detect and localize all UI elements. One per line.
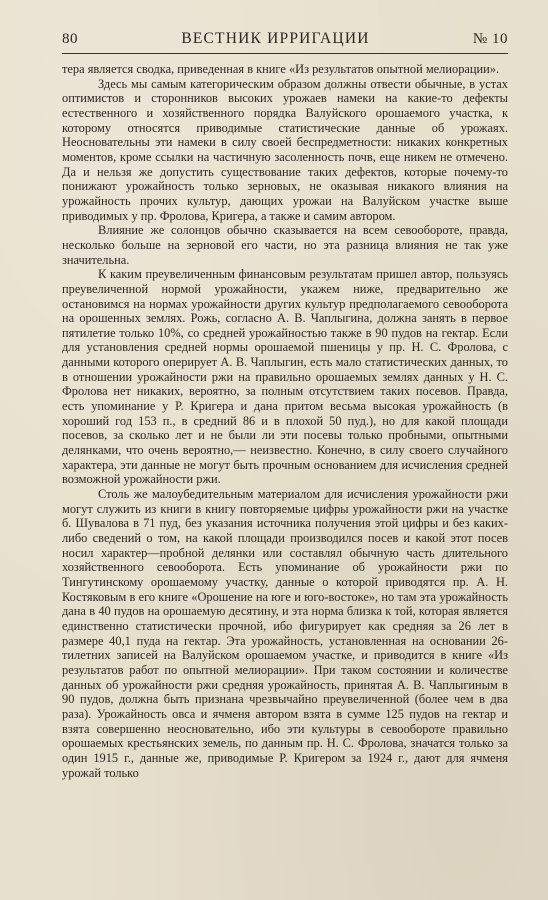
header-rule [62, 53, 508, 54]
running-header [62, 30, 508, 52]
paragraph: тера является сводка, приведенная в книге «Из результатов опытной мелиорации». [62, 62, 500, 76]
paragraph: К каким преувеличенным финансовым результатам пришел автор, пользуясь преувеличенной нормой урожайности, укажем ниже, предварительно же остановимся на нормах урожайности других культур предполагаемого севооборота на орошенных землях. Рожь, согласно А. В. Чаплыгина, должна занять в первое пятилетие только 10%, со средней урожайностью также в 90 пудов на гектар. Если для установления средней нормы орошаемой пшеницы у пр. Н. С. Фролова, с данными которого оперирует А. В. Чаплыгин, есть мало статистических данных, то в отношении урожайности ржи на правильно орошаемых землях данных у Н. С. Фролова нет никаких, вероятно, за полным отсутствием таких посевов. Правда, есть упоминание у Р. Кригера и дана притом весьма высокая урожайность (в хороший год 153 п., в средний 86 и в плохой 50 пуд.), но для какой площади посевов, за сколько лет и не были ли эти посевы только пробными, опытными делянками, что очень вероятно,— неизвестно. Конечно, в силу своего случайного характера, эти данные не могут быть прочным основанием для исчисления средней возможной урожайности ржи. [62, 267, 508, 487]
article-body [62, 62, 508, 780]
paragraph: Здесь мы самым категорическим образом должны отвести обычные, в устах оптимистов и сторонников высоких урожаев намеки на какие-то дефекты естественного и хозяйственного порядка Валуйского орошаемого участка, к которому относятся приводимые статистические данные об урожаях. Неосновательны эти намеки в силу своей беспредметности: никаких конкретных моментов, кроме ссылки на частичную засоленность почв, еще никем не отмечено. Да и нельзя же допустить существование таких дефектов, которые почему-то понижают урожайность только зерновых, не оказывая никакого влияния на урожайность прочих культур, дающих урожаи на Валуйском участке выше приводимых у пр. Фролова, Кригера, а также и самим автором. [62, 76, 508, 223]
issue-number: № 10 [472, 31, 508, 47]
journal-title: ВЕСТНИК ИРРИГАЦИИ [181, 30, 370, 47]
page-number: 80 [62, 31, 78, 47]
paragraph: Влияние же солонцов обычно сказывается на всем севообороте, правда, несколько больше на зерновой его части, но эта разница влияния не так уже значительна. [62, 223, 508, 267]
paragraph: Столь же малоубедительным материалом для исчисления урожайности ржи могут служить из книги в книгу повторяемые цифры урожайности ржи на участке б. Шувалова в 71 пуд, без указания источника получения этой цифры и без каких-либо сведений о том, на какой площади производился посев и какой этот посев носил характер—пробной делянки или составлял обычную часть длительного хозяйственного севооборота. Есть упоминание об урожайности ржи по Тингутинскому орошаемому участку, данные о которой приводятся пр. А. Н. Костяковым в его книге «Орошение на юге и юго-востоке», но там эта урожайность дана в 40 пудов на орошаемую десятину, и эта норма близка к той, которая является единственно статистически прочной, ибо фигурирует как средняя за 26 лет в размере 40,1 пуда на гектар. Эта урожайность, установленная на основании 26-тилетних записей на Валуйском орошаемом участке, и приводится в книге «Из результатов работ по опытной мелиорации». При таком состоянии и количестве данных об урожайности ржи средняя урожайность, принятая А. В. Чаплыгиным в 90 пудов, должна быть признана чрезвычайно преувеличенной (более чем в два раза). Урожайность овса и ячменя автором взята в сумме 125 пудов на гектар и взята совершенно неосновательно, ибо эти культуры в севообороте правильно орошаемых крестьянских земель, по данным пр. Н. С. Фролова, значатся только за один 1915 г., данные же, приводимые Р. Кригером за 1924 г., дают для ячменя урожай только [62, 487, 508, 780]
